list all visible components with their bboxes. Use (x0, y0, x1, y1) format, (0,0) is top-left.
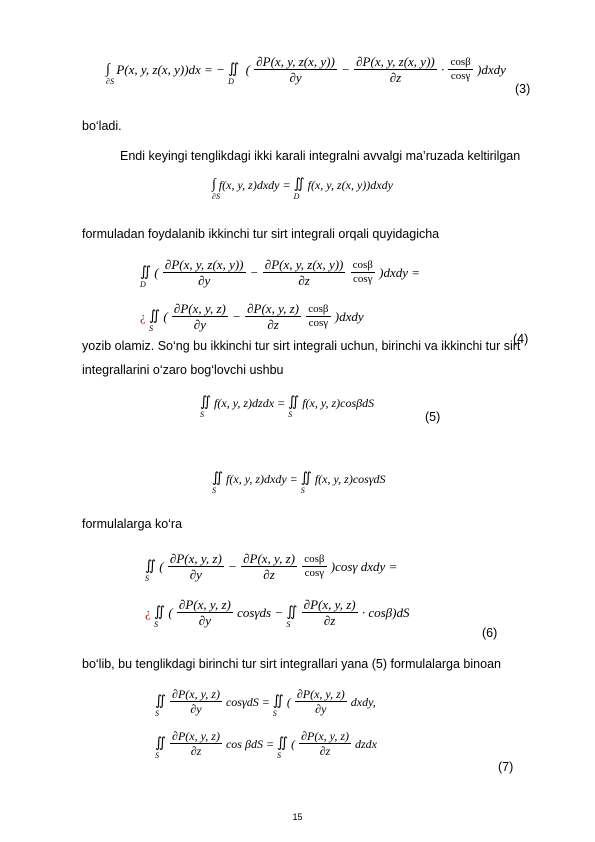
equation-5-line2: ∬ S f(x, y, z)dxdy = ∬ S f(x, y, z)cosγdS (212, 471, 386, 496)
integral-sign: ∫ ∂S (106, 61, 114, 86)
equation-6-line2: ¿ ∬ S ( $\frac{\partial P(x, y, z)}{\partial y}$ cosγds − ∬ S $\frac{\partial P(x, y, z)}{\partial z}$ · cosβ)dS (145, 597, 410, 629)
eq-tag-7: (7) (498, 760, 514, 774)
equation-5-line1: ∬ S f(x, y, z)dzdx = ∬ S f(x, y, z)cosβdS (200, 395, 375, 420)
eq-tag-6: (6) (482, 626, 498, 640)
paragraph-text: bo‘ladi. (82, 119, 122, 133)
equation-4-line2: ¿ ∬ S ( $\frac{\partial P(x, y, z)}{\partial y}$ − $\frac{\partial P(x, y, z)}{\partial z}$ $\frac{\cos\beta}{\cos\gamma}$ )dxdy (140, 301, 364, 333)
paragraph-text: formuladan foydalanib ikkinchi tur sirt integrali orqali quyidagicha (82, 227, 440, 241)
paragraph-text: Endi keyingi tenglikdagi ikki karali integralni avvalgi ma’ruzada keltirilgan (120, 149, 521, 163)
paragraph-text: yozib olamiz. So‘ng bu ikkinchi tur sirt integrali uchun, birinchi va ikkinchi tur sirt (82, 339, 521, 353)
page-number: 15 (292, 812, 303, 822)
paragraph-text: formulalarga ko‘ra (82, 517, 183, 531)
eq-tag-4: (4) (513, 332, 529, 346)
equation-6-line1: ∬ S ( $\frac{\partial P(x, y, z)}{\partial y}$ − $\frac{\partial P(x, y, z)}{\partial z}$ $\frac{\cos\beta}{\cos\gamma}$ )cosγ dxdy = (145, 551, 398, 583)
equation-4-line1: ∬ D ( $\frac{\partial P(x, y, z(x, y))}{\partial y}$ − $\frac{\partial P(x, y, z(x, y))}{\partial z}$ $\frac{\cos\beta}{\cos\gamma}$ )dxdy = (140, 257, 421, 289)
eq-tag-5: (5) (425, 410, 441, 424)
eq-tag-3: (3) (515, 82, 531, 96)
equation-intermediate: ∫ ∂S f(x, y, z)dxdy = ∬ D f(x, y, z(x, y))dxdy (212, 177, 393, 202)
paragraph-text: integrallarini o‘zaro bog‘lovchi ushbu (82, 363, 284, 377)
equation-3: ∫ ∂S P(x, y, z(x, y))dx = − ∬ D ( $\frac{\partial P(x, y, z(x, y))}{\partial y}$ − $\frac{\partial P(x, y, z(x, y))}{\partial z}$ · $\frac{\cos\beta}{\cos\gamma}$ )dxdy (106, 54, 506, 86)
double-integral-sign: ∬ D (228, 61, 240, 86)
equation-7-line1: ∬ S $\frac{\partial P(x, y, z)}{\partial y}$ cosγdS = ∬ S ( $\frac{\partial P(x, y, z)}{\partial y}$ dxdy, (155, 687, 376, 718)
paragraph-text: bo‘lib, bu tenglikdagi birinchi tur sirt integrallari yana (5) formulalarga binoan (82, 657, 501, 671)
equation-7-line2: ∬ S $\frac{\partial P(x, y, z)}{\partial z}$ cos βdS = ∬ S ( $\frac{\partial P(x, y, z)}{\partial z}$ dzdx (155, 729, 378, 760)
